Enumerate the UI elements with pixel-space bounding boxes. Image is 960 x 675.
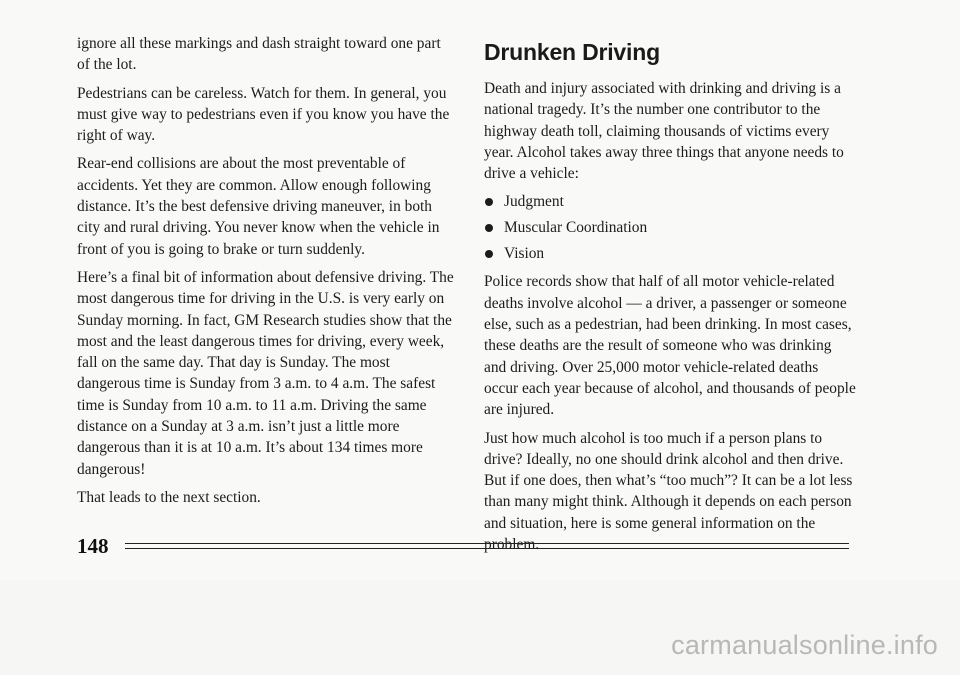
page-footer: [77, 532, 849, 562]
left-column: [77, 33, 455, 515]
left-paragraph-4: Here’s a final bit of information about defensive driving. The most dangerous time for driving in the U.S. is very early on Sunday morning. In fact, GM Research studies show that the most and the least dangerous times for driving, every week, fall on the same day. That day is Sunday. The most dangerous time is Sunday from 3 a.m. to 4 a.m. The safest time is Sunday from 10 a.m. to 11 a.m. Driving the same distance on a Sunday at 3 a.m. isn’t just a little more dangerous than it is at 10 a.m. It’s about 134 times more dangerous!: [77, 268, 454, 478]
bullet-label: Judgment: [504, 193, 564, 211]
right-column: [484, 33, 856, 562]
section-heading: Drunken Driving: [484, 39, 660, 65]
right-paragraph-1: Police records show that half of all motor vehicle-related deaths involve alcohol — a driver, a passenger or someone else, such as a pedestrian, had been drinking. In most cases, these deaths are the result of someone who was drinking and driving. Over 25,000 motor vehicle-related deaths occur each year because of alcohol, and thousands of people are injured.: [484, 273, 856, 419]
footer-rule-top: [125, 543, 849, 544]
intro-paragraph: Death and injury associated with drinking and driving is a national tragedy. It’s the number one contributor to the highway death toll, claiming thousands of victims every year. Alcohol takes away three things that anyone needs to drive a vehicle:: [484, 80, 844, 183]
left-paragraph-5: That leads to the next section.: [77, 488, 261, 506]
bullet-list: [484, 191, 856, 265]
left-paragraph-1: ignore all these markings and dash straight toward one part of the lot.: [77, 35, 441, 74]
page-number: 148: [77, 534, 109, 558]
bullet-item-vision: [484, 243, 856, 265]
left-paragraph-2: Pedestrians can be careless. Watch for them. In general, you must give way to pedestrians even if you know you have the right of way.: [77, 84, 450, 145]
bullet-icon: [485, 250, 493, 258]
left-paragraph-3: Rear-end collisions are about the most preventable of accidents. Yet they are common. Allow enough following distance. It’s the best defensive driving maneuver, in both city and rural driving. You never know when the vehicle in front of you is going to brake or turn suddenly.: [77, 155, 440, 258]
right-paragraph-2: Just how much alcohol is too much if a person plans to drive? Ideally, no one should drink alcohol and then drive. But if one does, then what’s “too much”? It can be a lot less than many might think. Although it depends on each person and situation, here is some general information on the problem.: [484, 429, 853, 554]
bullet-label: Muscular Coordination: [504, 219, 648, 237]
bullet-icon: [485, 224, 493, 232]
site-watermark: carmanualsonline.info: [671, 630, 938, 660]
bullet-item-judgment: [484, 191, 856, 213]
footer-rule-bottom: [125, 548, 849, 549]
bullet-item-muscular-coordination: [484, 217, 856, 239]
bullet-icon: [485, 198, 493, 206]
bullet-label: Vision: [504, 245, 545, 263]
